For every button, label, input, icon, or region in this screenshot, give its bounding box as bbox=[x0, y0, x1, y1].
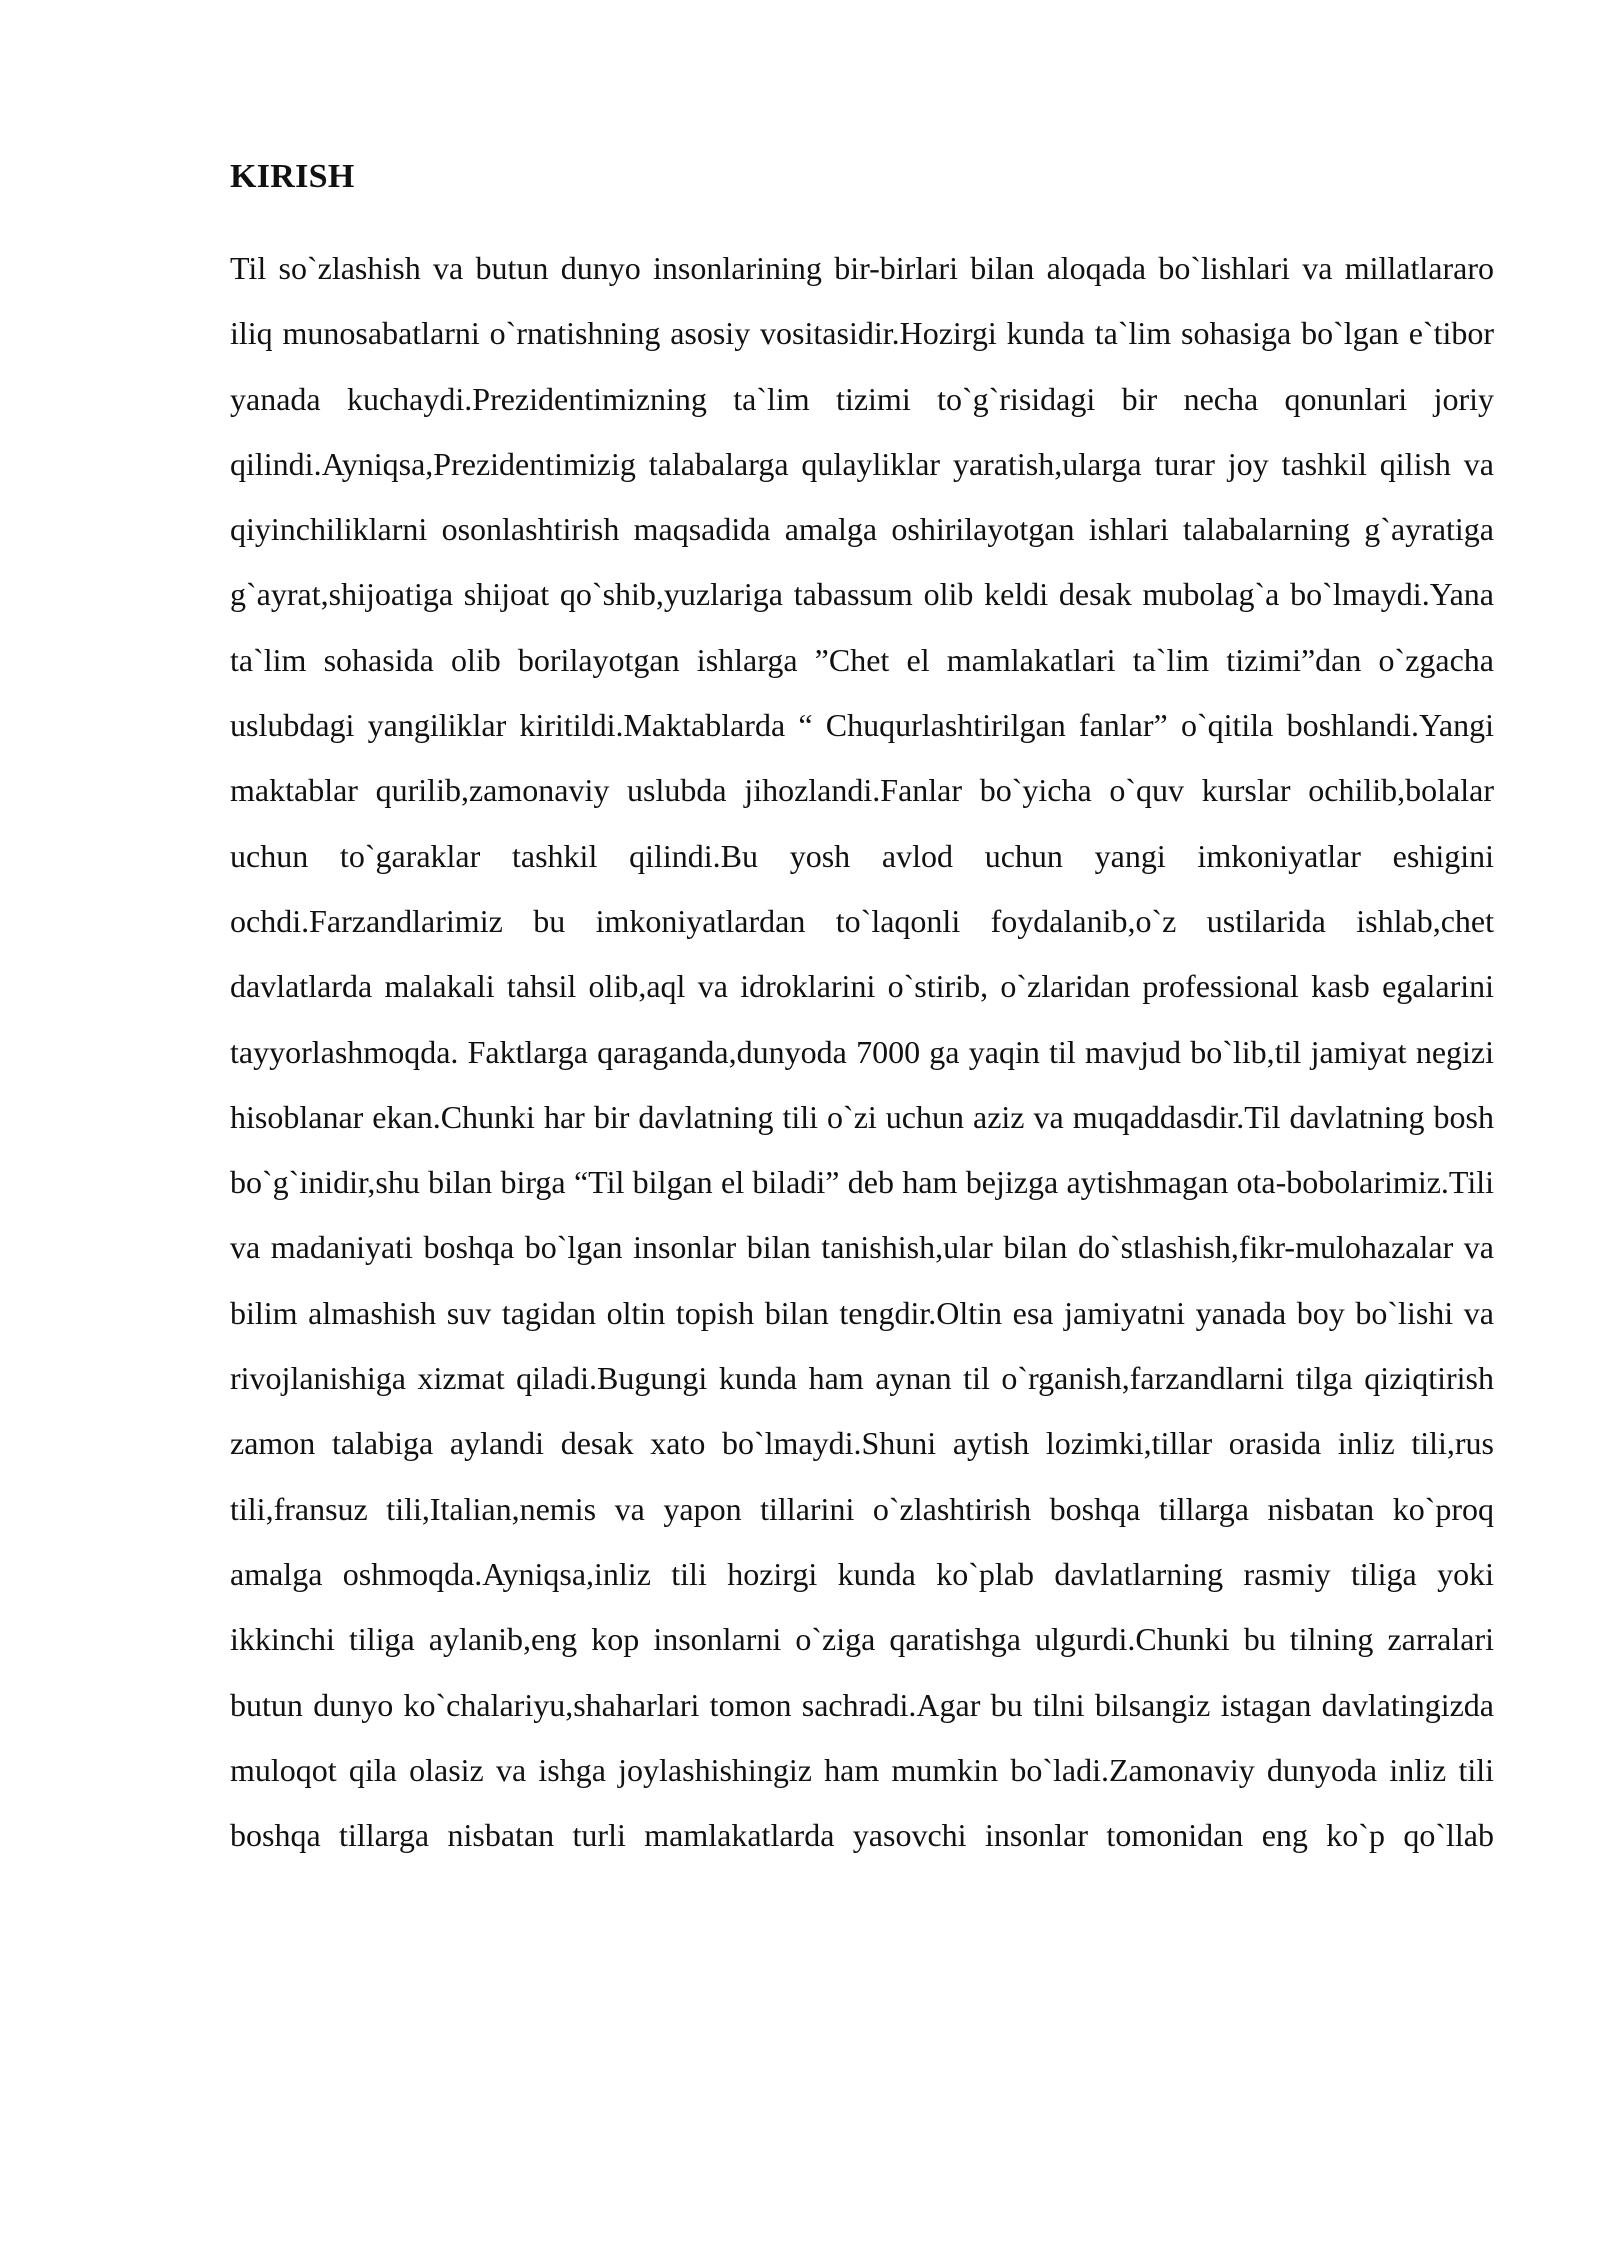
page-content bbox=[230, 148, 1494, 1868]
body-paragraph: Til so`zlashish va butun dunyo insonlarining bir-birlari bilan aloqada bo`lishlari va millatlararo iliq munosabatlarni o`rnatishning asosiy vositasidir.Hozirgi kunda ta`lim sohasiga bo`lgan e`tibor yanada kuchaydi.Prezidentimizning ta`lim tizimi to`g`risidagi bir necha qonunlari joriy qilindi.Ayniqsa,Prezidentimizig talabalarga qulayliklar yaratish,ularga turar joy tashkil qilish va qiyinchiliklarni osonlashtirish maqsadida amalga oshirilayotgan ishlari talabalarning g`ayratiga g`ayrat,shijoatiga shijoat qo`shib,yuzlariga tabassum olib keldi desak mubolag`a bo`lmaydi.Yana ta`lim sohasida olib borilayotgan ishlarga ”Chet el mamlakatlari ta`lim tizimi”dan o`zgacha uslubdagi yangiliklar kiritildi.Maktablarda “ Chuqurlashtirilgan fanlar” o`qitila boshlandi.Yangi maktablar qurilib,zamonaviy uslubda jihozlandi.Fanlar bo`yicha o`quv kurslar ochilib,bolalar uchun to`garaklar tashkil qilindi.Bu yosh avlod uchun yangi imkoniyatlar eshigini ochdi.Farzandlarimiz bu imkoniyatlardan to`laqonli foydalanib,o`z ustilarida ishlab,chet davlatlarda malakali tahsil olib,aql va idroklarini o`stirib, o`zlaridan professional kasb egalarini tayyorlashmoqda. Faktlarga qaraganda,dunyoda 7000 ga yaqin til mavjud bo`lib,til jamiyat negizi hisoblanar ekan.Chunki har bir davlatning tili o`zi uchun aziz va muqaddasdir.Til davlatning bosh bo`g`inidir,shu bilan birga “Til bilgan el biladi” deb ham bejizga aytishmagan ota-bobolarimiz.Tili va madaniyati boshqa bo`lgan insonlar bilan tanishish,ular bilan do`stlashish,fikr-mulohazalar va bilim almashish suv tagidan oltin topish bilan tengdir.Oltin esa jamiyatni yanada boy bo`lishi va rivojlanishiga xizmat qiladi.Bugungi kunda ham aynan til o`rganish,farzandlarni tilga qiziqtirish zamon talabiga aylandi desak xato bo`lmaydi.Shuni aytish lozimki,tillar orasida inliz tili,rus tili,fransuz tili,Italian,nemis va yapon tillarini o`zlashtirish boshqa tillarga nisbatan ko`proq amalga oshmoqda.Ayniqsa,inliz tili hozirgi kunda ko`plab davlatlarning rasmiy tiliga yoki ikkinchi tiliga aylanib,eng kop insonlarni o`ziga qaratishga ulgurdi.Chunki bu tilning zarralari butun dunyo ko`chalariyu,shaharlari tomon sachradi.Agar bu tilni bilsangiz istagan davlatingizda muloqot qila olasiz va ishga joylashishingiz ham mumkin bo`ladi.Zamonaviy dunyoda inliz tili boshqa tillarga nisbatan turli mamlakatlarda yasovchi insonlar tomonidan eng ko`p qo`llab bbox=[230, 250, 1494, 1854]
section-heading: KIRISH bbox=[230, 158, 355, 195]
